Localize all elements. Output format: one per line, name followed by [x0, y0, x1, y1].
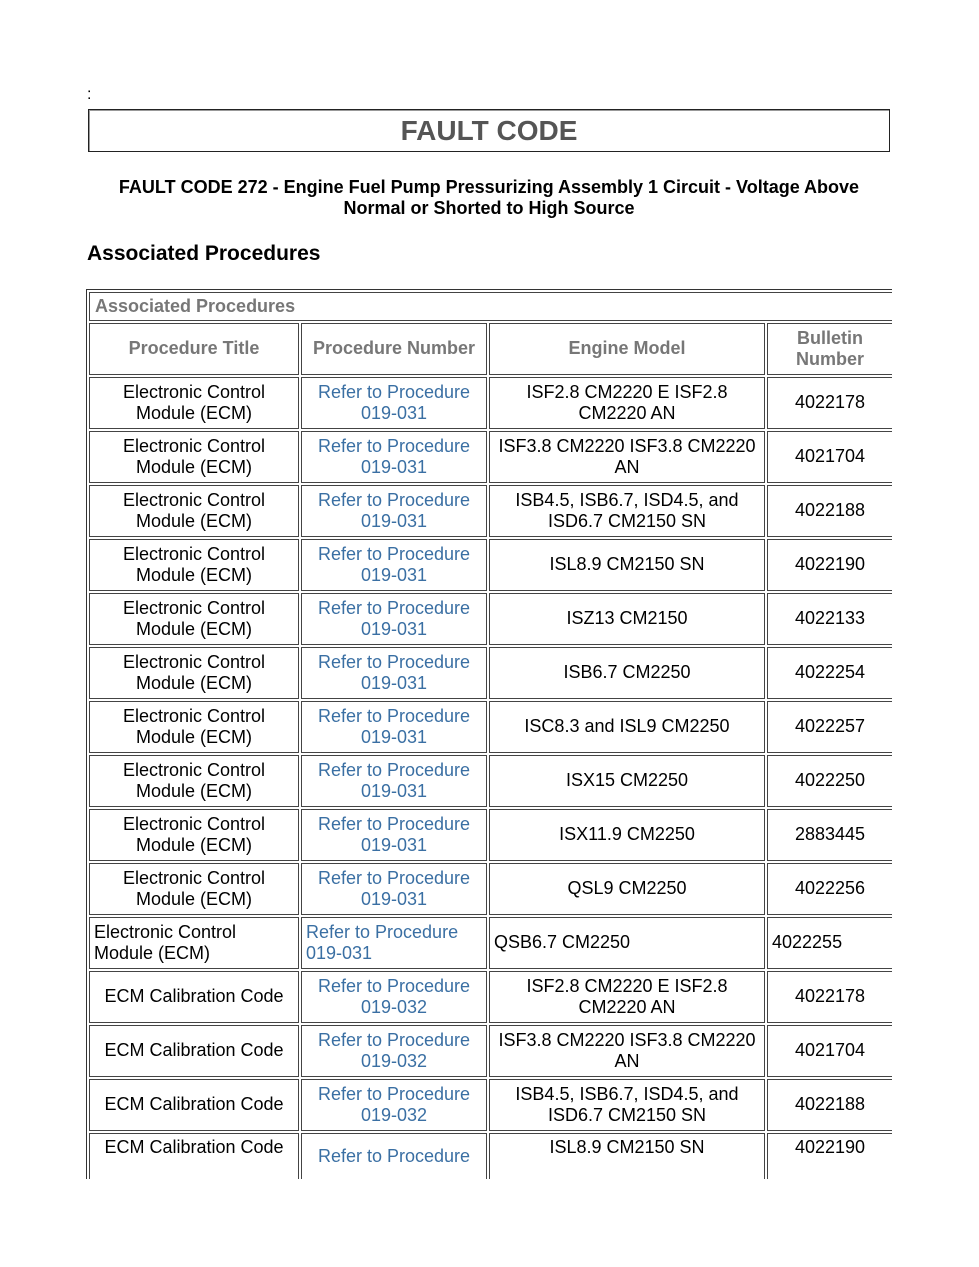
engine-model-cell: ISF2.8 CM2220 E ISF2.8 CM2220 AN — [489, 971, 765, 1023]
procedure-title-cell: Electronic Control Module (ECM) — [89, 539, 299, 591]
procedure-title-cell: Electronic Control Module (ECM) — [89, 863, 299, 915]
engine-model-cell: ISL8.9 CM2150 SN — [489, 1133, 765, 1179]
engine-model-cell: ISL8.9 CM2150 SN — [489, 539, 765, 591]
procedure-title-cell: Electronic Control Module (ECM) — [89, 701, 299, 753]
procedure-title-cell: ECM Calibration Code — [89, 971, 299, 1023]
procedure-link[interactable]: Refer to Procedure 019-031 — [317, 813, 471, 855]
table-row — [89, 1025, 892, 1077]
procedure-number-cell — [301, 863, 487, 915]
bulletin-number-cell: 4022188 — [767, 1079, 892, 1131]
procedure-number-cell — [301, 1133, 487, 1179]
procedures-table-wrapper — [86, 289, 892, 1179]
bulletin-number-cell: 4022255 — [767, 917, 892, 969]
bulletin-number-cell: 4022178 — [767, 377, 892, 429]
engine-model-cell: ISB6.7 CM2250 — [489, 647, 765, 699]
procedure-number-cell — [301, 539, 487, 591]
procedure-number-cell — [301, 917, 487, 969]
procedure-link[interactable]: Refer to Procedure 019-031 — [317, 759, 471, 801]
procedure-title-cell: Electronic Control Module (ECM) — [89, 917, 299, 969]
procedure-link[interactable]: Refer to Procedure 019-031 — [306, 921, 459, 963]
associated-procedures-heading: Associated Procedures — [87, 242, 321, 265]
engine-model-cell: ISC8.3 and ISL9 CM2250 — [489, 701, 765, 753]
table-row — [89, 485, 892, 537]
procedure-link[interactable]: Refer to Procedure 019-031 — [317, 381, 471, 423]
column-header-bulletin-number: Bulletin Number — [767, 323, 892, 375]
bulletin-number-cell: 4022190 — [767, 1133, 892, 1179]
procedure-link[interactable]: Refer to Procedure 019-031 — [317, 705, 471, 747]
procedure-number-cell — [301, 1079, 487, 1131]
procedure-title-cell: Electronic Control Module (ECM) — [89, 593, 299, 645]
procedure-title-cell: Electronic Control Module (ECM) — [89, 755, 299, 807]
procedure-title-cell: ECM Calibration Code — [89, 1079, 299, 1131]
engine-model-cell: ISF3.8 CM2220 ISF3.8 CM2220 AN — [489, 1025, 765, 1077]
table-row — [89, 593, 892, 645]
procedure-title-cell: Electronic Control Module (ECM) — [89, 809, 299, 861]
table-row — [89, 1133, 892, 1179]
table-row — [89, 701, 892, 753]
table-row — [89, 863, 892, 915]
procedure-number-cell — [301, 647, 487, 699]
bulletin-number-cell: 4021704 — [767, 431, 892, 483]
bulletin-number-cell: 4022256 — [767, 863, 892, 915]
engine-model-cell: QSL9 CM2250 — [489, 863, 765, 915]
bulletin-number-cell: 4022257 — [767, 701, 892, 753]
table-caption: Associated Procedures — [89, 292, 892, 321]
bulletin-number-cell: 4022190 — [767, 539, 892, 591]
bulletin-number-cell: 4022254 — [767, 647, 892, 699]
table-row — [89, 377, 892, 429]
procedure-number-cell — [301, 971, 487, 1023]
table-row — [89, 539, 892, 591]
engine-model-cell: ISF2.8 CM2220 E ISF2.8 CM2220 AN — [489, 377, 765, 429]
engine-model-cell: ISZ13 CM2150 — [489, 593, 765, 645]
bulletin-number-cell: 4022188 — [767, 485, 892, 537]
procedure-link[interactable]: Refer to Procedure 019-031 — [317, 597, 471, 639]
table-row — [89, 647, 892, 699]
procedure-link[interactable]: Refer to Procedure 019-031 — [317, 489, 471, 531]
procedure-link[interactable]: Refer to Procedure 019-032 — [317, 975, 471, 1017]
engine-model-cell: QSB6.7 CM2250 — [489, 917, 765, 969]
procedure-number-cell — [301, 431, 487, 483]
table-row — [89, 755, 892, 807]
procedure-link[interactable]: Refer to Procedure 019-031 — [317, 867, 471, 909]
column-header-procedure-number: Procedure Number — [301, 323, 487, 375]
procedure-title-cell: Electronic Control Module (ECM) — [89, 431, 299, 483]
bulletin-number-cell: 4022250 — [767, 755, 892, 807]
column-header-engine-model: Engine Model — [489, 323, 765, 375]
fault-code-banner: FAULT CODE — [88, 109, 890, 152]
colon-mark: : — [87, 86, 92, 103]
procedure-title-cell: Electronic Control Module (ECM) — [89, 647, 299, 699]
procedure-link[interactable]: Refer to Procedure 019-032 — [317, 1083, 471, 1125]
table-row — [89, 917, 892, 969]
table-row — [89, 431, 892, 483]
procedure-number-cell — [301, 1025, 487, 1077]
engine-model-cell: ISX11.9 CM2250 — [489, 809, 765, 861]
procedure-link[interactable]: Refer to Procedure 019-032 — [317, 1029, 471, 1071]
fault-code-title: FAULT CODE 272 - Engine Fuel Pump Pressurizing Assembly 1 Circuit - Voltage Above Normal or Shorted to High Source — [118, 177, 860, 218]
procedure-link[interactable]: Refer to Procedure 019-031 — [317, 435, 471, 477]
associated-procedures-table — [86, 289, 892, 1179]
table-row — [89, 809, 892, 861]
procedure-number-cell — [301, 809, 487, 861]
engine-model-cell: ISB4.5, ISB6.7, ISD4.5, and ISD6.7 CM2150 SN — [489, 485, 765, 537]
procedure-title-cell: ECM Calibration Code — [89, 1133, 299, 1179]
bulletin-number-cell: 2883445 — [767, 809, 892, 861]
procedure-title-cell: Electronic Control Module (ECM) — [89, 377, 299, 429]
table-row — [89, 1079, 892, 1131]
table-row — [89, 971, 892, 1023]
engine-model-cell: ISB4.5, ISB6.7, ISD4.5, and ISD6.7 CM2150 SN — [489, 1079, 765, 1131]
bulletin-number-cell: 4022133 — [767, 593, 892, 645]
procedure-number-cell — [301, 701, 487, 753]
procedure-link[interactable]: Refer to Procedure 019-031 — [317, 651, 471, 693]
engine-model-cell: ISF3.8 CM2220 ISF3.8 CM2220 AN — [489, 431, 765, 483]
bulletin-number-cell: 4022178 — [767, 971, 892, 1023]
engine-model-cell: ISX15 CM2250 — [489, 755, 765, 807]
procedure-title-cell: ECM Calibration Code — [89, 1025, 299, 1077]
table-body — [89, 377, 892, 1179]
procedure-number-cell — [301, 593, 487, 645]
procedure-title-cell: Electronic Control Module (ECM) — [89, 485, 299, 537]
column-header-procedure-title: Procedure Title — [89, 323, 299, 375]
procedure-link[interactable]: Refer to Procedure 019-031 — [317, 543, 471, 585]
procedure-number-cell — [301, 485, 487, 537]
procedure-number-cell — [301, 377, 487, 429]
procedure-link[interactable]: Refer to Procedure — [317, 1146, 471, 1166]
bulletin-number-cell: 4021704 — [767, 1025, 892, 1077]
procedure-number-cell — [301, 755, 487, 807]
